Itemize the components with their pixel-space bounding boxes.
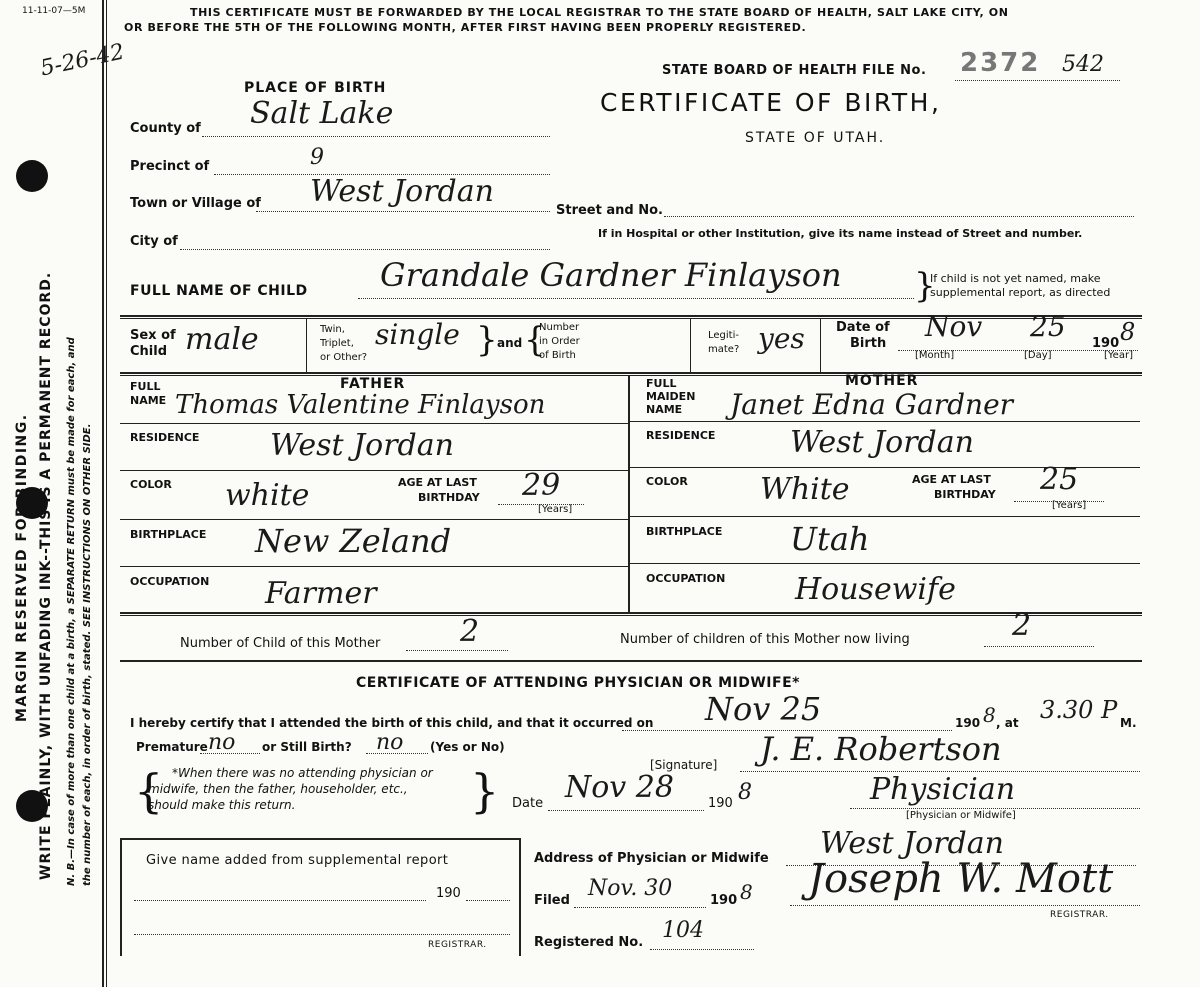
child-name-label: FULL NAME OF CHILD bbox=[130, 283, 308, 299]
mother-years-label: [Years] bbox=[1052, 500, 1087, 511]
town-value: West Jordan bbox=[310, 174, 494, 209]
physician-address-value: West Jordan bbox=[820, 826, 1004, 861]
dob-month-label: [Month] bbox=[915, 350, 955, 361]
father-occupation-value: Farmer bbox=[265, 576, 377, 611]
physician-at-label: , at bbox=[996, 716, 1019, 730]
mother-occupation-value: Housewife bbox=[795, 572, 956, 607]
mother-name-label: NAME bbox=[646, 403, 683, 416]
legit-label-1: Legiti- bbox=[708, 330, 739, 341]
father-full-label: FULL bbox=[130, 380, 161, 393]
legit-value: yes bbox=[758, 322, 805, 355]
mother-residence-value: West Jordan bbox=[790, 425, 974, 460]
physician-title-value: Physician bbox=[870, 772, 1016, 807]
registrar-signature: Joseph W. Mott bbox=[808, 856, 1114, 902]
legit-label-2: mate? bbox=[708, 344, 740, 355]
street-label: Street and No. bbox=[556, 203, 663, 218]
mother-birthplace-label: BIRTHPLACE bbox=[646, 525, 723, 538]
physician-note-2: midwife, then the father, householder, etc., bbox=[148, 782, 408, 796]
father-age-label-1: AGE AT LAST bbox=[398, 476, 477, 489]
children-living-label: Number of children of this Mother now living bbox=[620, 632, 910, 647]
handwritten-stamp-date: 5-26-42 bbox=[38, 39, 127, 82]
birth-order-label-3: of Birth bbox=[539, 350, 576, 361]
dob-year-value: 8 bbox=[1120, 318, 1136, 346]
county-label: County of bbox=[130, 121, 201, 136]
mother-name-value: Janet Edna Gardner bbox=[730, 388, 1014, 421]
file-no-label: STATE BOARD OF HEALTH FILE No. bbox=[662, 63, 927, 78]
town-label: Town or Village of bbox=[130, 196, 261, 211]
physician-heading: CERTIFICATE OF ATTENDING PHYSICIAN OR MIDWIFE* bbox=[356, 675, 800, 691]
father-occupation-label: OCCUPATION bbox=[130, 575, 210, 588]
mother-age-label-2: BIRTHDAY bbox=[934, 488, 996, 501]
mother-birthplace-value: Utah bbox=[790, 520, 870, 558]
mother-residence-label: RESIDENCE bbox=[646, 429, 716, 442]
physician-signature: J. E. Robertson bbox=[760, 730, 1002, 768]
still-birth-value: no bbox=[376, 730, 404, 755]
physician-date-value: Nov 28 bbox=[565, 770, 674, 805]
father-residence-value: West Jordan bbox=[270, 428, 454, 463]
mother-maiden-label: MAIDEN bbox=[646, 390, 696, 403]
dob-day-value: 25 bbox=[1030, 310, 1066, 343]
children-number-value: 2 bbox=[460, 614, 480, 649]
child-name-note-2: supplemental report, as directed bbox=[930, 286, 1111, 299]
father-heading: FATHER bbox=[340, 376, 406, 392]
form-code: 11-11-07—5M bbox=[22, 6, 86, 16]
date-year-prefix: 190 bbox=[708, 796, 733, 811]
margin-note-line1: N. B.—In case of more than one child at a birth, a SEPARATE RETURN must be made for each, and bbox=[66, 337, 77, 886]
dob-year-label: [Year] bbox=[1104, 350, 1133, 361]
signature-label: [Signature] bbox=[650, 758, 718, 772]
precinct-label: Precinct of bbox=[130, 159, 210, 174]
date-year-value: 8 bbox=[738, 780, 752, 805]
registered-no-value: 104 bbox=[662, 918, 704, 943]
dob-month-value: Nov bbox=[925, 310, 983, 343]
father-color-value: white bbox=[225, 478, 310, 513]
father-age-value: 29 bbox=[522, 468, 561, 503]
physician-year-value: 8 bbox=[983, 703, 996, 727]
margin-ink-text: WRITE PLAINLY, WITH UNFADING INK--THIS IS A PERMANENT RECORD. bbox=[38, 271, 54, 880]
dob-label-2: Birth bbox=[850, 336, 887, 351]
filed-year-prefix: 190 bbox=[710, 893, 738, 908]
mother-full-label: FULL bbox=[646, 377, 677, 390]
address-label: Address of Physician or Midwife bbox=[534, 851, 769, 866]
certificate-title: CERTIFICATE OF BIRTH, bbox=[600, 88, 942, 117]
sex-label-2: Child bbox=[130, 344, 168, 359]
physician-title-label: [Physician or Midwife] bbox=[906, 810, 1016, 821]
sex-label-1: Sex of bbox=[130, 328, 176, 343]
father-birthplace-value: New Zeland bbox=[255, 522, 452, 560]
dob-year-prefix: 190 bbox=[1092, 336, 1120, 351]
child-name-value: Grandale Gardner Finlayson bbox=[380, 256, 842, 294]
father-color-label: COLOR bbox=[130, 478, 172, 491]
city-label: City of bbox=[130, 234, 178, 249]
precinct-value: 9 bbox=[310, 145, 324, 170]
mother-age-label-1: AGE AT LAST bbox=[912, 473, 991, 486]
physician-note-1: *When there was no attending physician or bbox=[172, 766, 433, 780]
and-label: and bbox=[497, 336, 523, 350]
county-value: Salt Lake bbox=[250, 96, 394, 131]
physician-year-prefix: 190 bbox=[955, 716, 981, 730]
notice-line2: OR BEFORE THE 5TH OF THE FOLLOWING MONTH, AFTER FIRST HAVING BEEN PROPERLY REGISTERED. bbox=[124, 21, 807, 34]
twin-value: single bbox=[375, 318, 460, 351]
physician-time-value: 3.30 P bbox=[1040, 696, 1118, 724]
yes-no-label: (Yes or No) bbox=[430, 740, 505, 754]
state-subtitle: STATE OF UTAH. bbox=[745, 130, 886, 146]
father-years-label: [Years] bbox=[538, 504, 573, 515]
children-number-label: Number of Child of this Mother bbox=[180, 636, 381, 651]
hospital-note: If in Hospital or other Institution, give its name instead of Street and number. bbox=[598, 227, 1083, 240]
dob-day-label: [Day] bbox=[1024, 350, 1052, 361]
sex-value: male bbox=[185, 322, 259, 357]
child-name-note-1: If child is not yet named, make bbox=[930, 272, 1101, 285]
twin-label-2: Triplet, bbox=[320, 338, 354, 349]
twin-label-3: or Other? bbox=[320, 352, 368, 363]
mother-color-value: White bbox=[760, 472, 850, 507]
filed-date-value: Nov. 30 bbox=[588, 876, 673, 901]
supplemental-label: Give name added from supplemental report bbox=[146, 853, 449, 868]
physician-birth-date: Nov 25 bbox=[705, 690, 822, 728]
father-birthplace-label: BIRTHPLACE bbox=[130, 528, 207, 541]
place-of-birth-heading: PLACE OF BIRTH bbox=[244, 80, 387, 96]
dob-label-1: Date of bbox=[836, 320, 890, 335]
date-label: Date bbox=[512, 796, 544, 811]
registrar-label-right: REGISTRAR. bbox=[1050, 910, 1109, 920]
birth-order-label-2: in Order bbox=[539, 336, 580, 347]
father-name-label: NAME bbox=[130, 394, 167, 407]
premature-label: Premature bbox=[136, 740, 208, 754]
margin-rule bbox=[102, 0, 104, 987]
physician-note-3: should make this return. bbox=[148, 798, 296, 812]
file-number: 2372 bbox=[960, 48, 1041, 78]
father-name-value: Thomas Valentine Finlayson bbox=[175, 390, 546, 420]
birth-certificate: 11-11-07—5M 5-26-42 MARGIN RESERVED FOR BINDING. WRITE PLAINLY, WITH UNFADING INK--THIS IS A PERMANENT RECORD. N. B.—In case of more than one child at a birth, a SEPARATE RETURN must be made for each, and the number of each, in order of birth, stated. SEE INSTRUCTIONS ON OTHER SIDE. THIS CERTIFICATE MUST BE FORWARDED BY THE LOCAL REGISTRAR TO THE STATE BOARD OF HEALTH, SALT LAKE CITY, ON OR BEFORE THE 5TH OF THE FOLLOWING MONTH, AFTER FIRST HAVING BEEN PROPERLY REGISTERED. STATE BOARD OF HEALTH FILE No. 2372 542 CERTIFICATE OF BIRTH, STATE OF UTAH. PLACE OF BIRTH County of Salt Lake Precinct of 9 Town or Village of West Jordan City of Street and No. If in Hospital or other Institution, give its name instead of Street and number. FULL NAME OF CHILD Grandale Gardner Finlayson } If child is not yet named, make supplemental report, as directed Sex of Child male Twin, Triplet, or Other? single } and { Number in Order of Birth Legiti- mate? yes Date of Birth Nov 25 190 8 [Month] [Day] [Year] FULL NAME FATHER Thomas Valentine Finlayson RESIDENCE West Jordan COLOR white AGE AT LAST BIRTHDAY 29 [Years] BIRTHPLACE New Zeland OCCUPATION Farmer FULL MAIDEN NAME MOTHER Janet Edna Gardner RESIDENCE West Jordan COLOR White AGE AT LAST BIRTHDAY 25 [Years] BIRTHPLACE Utah OCCUPATION Housewife Number of Child of this Mother 2 Number of children of this Mother now living 2 CERTIFICATE OF ATTENDING PHYSICIAN OR MIDWIFE* I hereby certify that I attended the birth of this child, and that it occurred on Nov 25 190 8 , at 3.30 P M. Premature no or Still Birth? no (Yes or No) { } *When there was no attending physician or midwife, then the father, householder, etc., should make this return. [Signature] J. E. Robertson Date Nov 28 190 8 Physician [Physician or Midwife] Give name added from supplemental report 190 REGISTRAR. Address of Physician or Midwife West Jordan Filed Nov. 30 190 8 Joseph W. Mott REGISTRAR. Registered No. 104 bbox=[0, 0, 1200, 987]
still-birth-label: or Still Birth? bbox=[262, 740, 352, 754]
mother-color-label: COLOR bbox=[646, 475, 688, 488]
mother-age-value: 25 bbox=[1040, 462, 1079, 497]
margin-rule bbox=[106, 0, 107, 987]
physician-m-label: M. bbox=[1120, 716, 1137, 730]
father-age-label-2: BIRTHDAY bbox=[418, 491, 480, 504]
registered-no-label: Registered No. bbox=[534, 935, 644, 950]
notice-line1: THIS CERTIFICATE MUST BE FORWARDED BY THE LOCAL REGISTRAR TO THE STATE BOARD OF HEALTH, SALT LAKE CITY, ON bbox=[190, 6, 1009, 19]
children-living-value: 2 bbox=[1012, 608, 1032, 643]
mother-occupation-label: OCCUPATION bbox=[646, 572, 726, 585]
margin-binding-text: MARGIN RESERVED FOR BINDING. bbox=[14, 413, 30, 722]
birth-order-label-1: Number bbox=[539, 322, 580, 333]
premature-value: no bbox=[208, 730, 236, 755]
binding-hole bbox=[16, 160, 48, 192]
filed-year-value: 8 bbox=[740, 880, 753, 904]
registrar-label-left: REGISTRAR. bbox=[428, 940, 487, 950]
margin-note-line2: the number of each, in order of birth, stated. SEE INSTRUCTIONS ON OTHER SIDE. bbox=[82, 423, 93, 886]
filed-label: Filed bbox=[534, 893, 570, 908]
supplemental-year-prefix: 190 bbox=[436, 886, 461, 901]
file-number-handwritten: 542 bbox=[1062, 52, 1104, 77]
twin-label-1: Twin, bbox=[320, 324, 345, 335]
mother-heading: MOTHER bbox=[845, 373, 919, 389]
father-residence-label: RESIDENCE bbox=[130, 431, 200, 444]
physician-certify-text: I hereby certify that I attended the birth of this child, and that it occurred on bbox=[130, 716, 654, 730]
